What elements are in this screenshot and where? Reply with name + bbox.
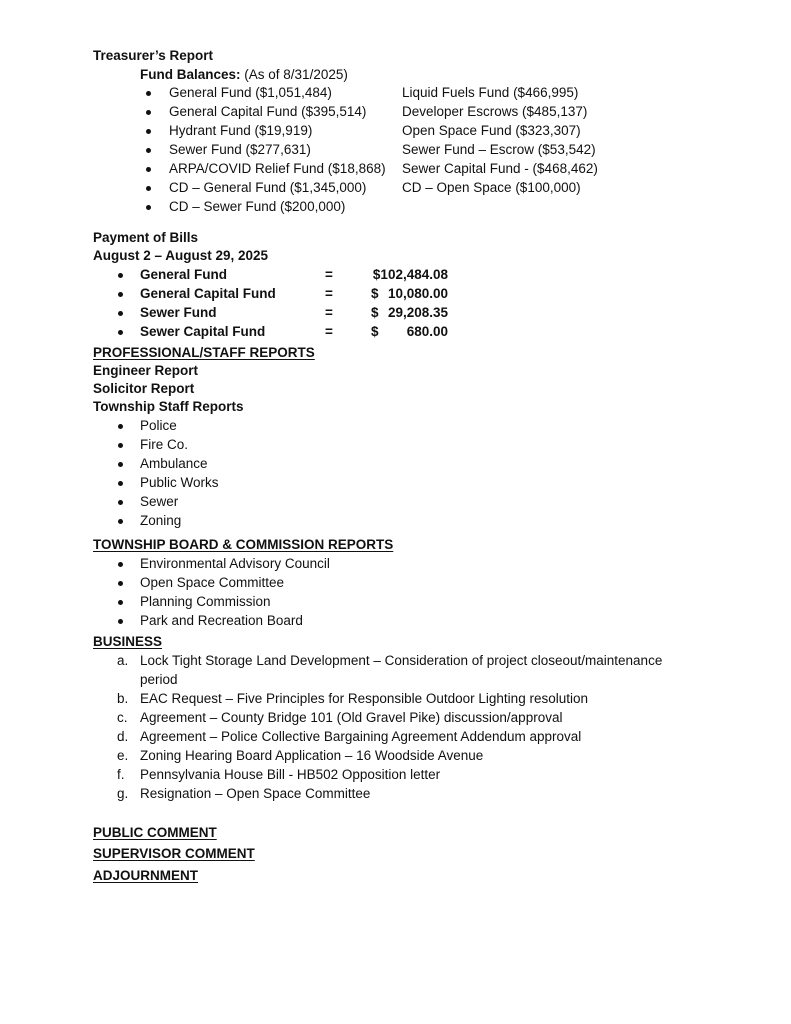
business-heading: BUSINESS [93, 634, 163, 649]
bullet-icon [118, 562, 123, 567]
boards-heading: TOWNSHIP BOARD & COMMISSION REPORTS [93, 537, 394, 552]
adjournment-heading: ADJOURNMENT [93, 868, 199, 883]
bills-period: August 2 – August 29, 2025 [93, 248, 269, 263]
professional-heading: PROFESSIONAL/STAFF REPORTS [93, 345, 315, 360]
bill-equals: = [325, 324, 333, 339]
bill-fund: General Fund [140, 267, 228, 282]
board-item: Planning Commission [140, 594, 271, 609]
bullet-icon [118, 462, 123, 467]
bill-amount: 680.00 [406, 324, 448, 339]
fund-item: General Capital Fund ($395,514) [169, 104, 367, 119]
item-marker: g. [117, 786, 129, 801]
bullet-icon [118, 443, 123, 448]
fund-balances-date: (As of 8/31/2025) [240, 67, 348, 82]
staff-item: Police [140, 418, 177, 433]
bill-currency: $ [371, 286, 379, 301]
bill-currency: $ [371, 305, 379, 320]
board-item: Open Space Committee [140, 575, 285, 590]
solicitor-report: Solicitor Report [93, 381, 195, 396]
staff-item: Sewer [140, 494, 179, 509]
bullet-icon [118, 311, 123, 316]
bill-equals: = [325, 305, 333, 320]
staff-item: Fire Co. [140, 437, 189, 452]
item-marker: d. [117, 729, 129, 744]
item-text: Agreement – Police Collective Bargaining Agreement Addendum approval [140, 729, 582, 744]
bullet-icon [146, 205, 151, 210]
item-marker: b. [117, 691, 129, 706]
staff-item: Zoning [140, 513, 182, 528]
bill-equals: = [325, 267, 333, 282]
bullet-icon [146, 167, 151, 172]
bullet-icon [146, 186, 151, 191]
staff-item: Ambulance [140, 456, 208, 471]
item-text: Lock Tight Storage Land Development – Consideration of project closeout/maintenance [140, 653, 663, 668]
bullet-icon [118, 424, 123, 429]
fund-item: CD – Open Space ($100,000) [402, 180, 581, 195]
bullet-icon [118, 273, 123, 278]
fund-item: Sewer Fund ($277,631) [169, 142, 311, 157]
bill-amount: 10,080.00 [387, 286, 448, 301]
bill-amount: 29,208.35 [387, 305, 448, 320]
item-marker: e. [117, 748, 129, 763]
fund-item: Liquid Fuels Fund ($466,995) [402, 85, 579, 100]
fund-item: CD – General Fund ($1,345,000) [169, 180, 367, 195]
staff-reports-heading: Township Staff Reports [93, 399, 244, 414]
public-comment-heading: PUBLIC COMMENT [93, 825, 217, 840]
bullet-icon [118, 292, 123, 297]
supervisor-comment-heading: SUPERVISOR COMMENT [93, 846, 255, 861]
bullet-icon [146, 129, 151, 134]
treasurer-heading: Treasurer’s Report [93, 48, 214, 63]
item-text-continued: period [140, 672, 178, 687]
fund-item: Sewer Capital Fund - ($468,462) [402, 161, 598, 176]
fund-item: Hydrant Fund ($19,919) [169, 123, 313, 138]
bills-heading: Payment of Bills [93, 230, 199, 245]
board-item: Park and Recreation Board [140, 613, 303, 628]
bullet-icon [118, 500, 123, 505]
fund-balances-line [140, 66, 348, 84]
fund-item: CD – Sewer Fund ($200,000) [169, 199, 346, 214]
item-text: Pennsylvania House Bill - HB502 Opposition letter [140, 767, 441, 782]
bullet-icon [146, 91, 151, 96]
bullet-icon [118, 600, 123, 605]
fund-item: Developer Escrows ($485,137) [402, 104, 588, 119]
fund-item: ARPA/COVID Relief Fund ($18,868) [169, 161, 386, 176]
item-marker: a. [117, 653, 129, 668]
item-marker: c. [117, 710, 128, 725]
item-text: EAC Request – Five Principles for Responsible Outdoor Lighting resolution [140, 691, 588, 706]
engineer-report: Engineer Report [93, 363, 199, 378]
item-text: Resignation – Open Space Committee [140, 786, 371, 801]
bill-fund: Sewer Fund [140, 305, 217, 320]
bullet-icon [118, 481, 123, 486]
staff-item: Public Works [140, 475, 219, 490]
bullet-icon [118, 519, 123, 524]
item-text: Zoning Hearing Board Application – 16 Woodside Avenue [140, 748, 484, 763]
bill-equals: = [325, 286, 333, 301]
fund-item: Open Space Fund ($323,307) [402, 123, 581, 138]
bill-fund: Sewer Capital Fund [140, 324, 266, 339]
fund-item: General Fund ($1,051,484) [169, 85, 332, 100]
bill-fund: General Capital Fund [140, 286, 276, 301]
bullet-icon [118, 330, 123, 335]
item-text: Agreement – County Bridge 101 (Old Gravel Pike) discussion/approval [140, 710, 563, 725]
bullet-icon [146, 110, 151, 115]
board-item: Environmental Advisory Council [140, 556, 330, 571]
bullet-icon [118, 619, 123, 624]
fund-item: Sewer Fund – Escrow ($53,542) [402, 142, 596, 157]
bill-currency: $ [371, 324, 379, 339]
bullet-icon [146, 148, 151, 153]
bullet-icon [118, 581, 123, 586]
bill-amount: $102,484.08 [372, 267, 448, 282]
fund-balances-label: Fund Balances: [140, 67, 241, 82]
item-marker: f. [117, 767, 125, 782]
